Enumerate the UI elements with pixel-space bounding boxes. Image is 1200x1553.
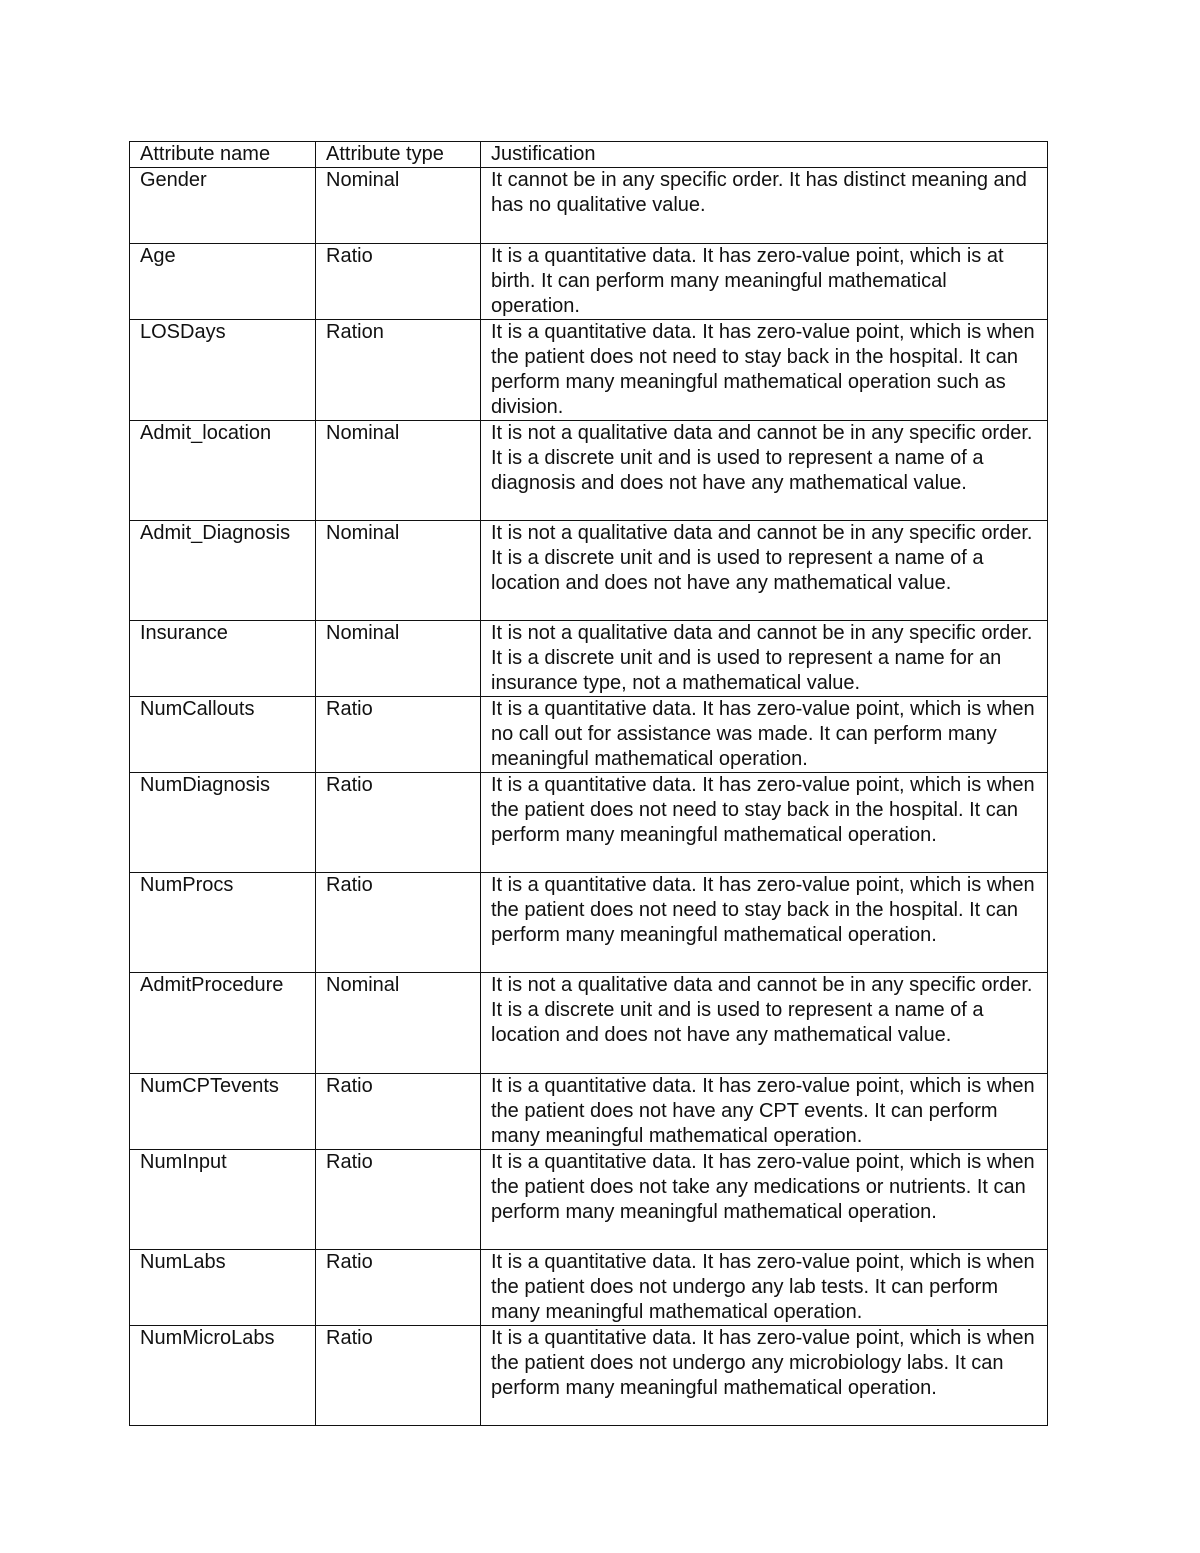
table-row xyxy=(130,421,1048,521)
attribute-name-cell: Admit_Diagnosis xyxy=(130,521,316,621)
justification-cell: It is a quantitative data. It has zero-value point, which is when the patient does not have any CPT events. It can perform many meaningful mathematical operation. xyxy=(481,1074,1048,1150)
attribute-name-cell: Age xyxy=(130,244,316,320)
attribute-type-cell: Ratio xyxy=(316,244,481,320)
attribute-type-cell: Nominal xyxy=(316,621,481,697)
attribute-type-cell: Ratio xyxy=(316,773,481,873)
attribute-name-cell: NumMicroLabs xyxy=(130,1326,316,1426)
table-row xyxy=(130,697,1048,773)
table-row xyxy=(130,244,1048,320)
attribute-name-cell: NumCallouts xyxy=(130,697,316,773)
table-row xyxy=(130,973,1048,1074)
attribute-name-cell: NumDiagnosis xyxy=(130,773,316,873)
header-attribute-name: Attribute name xyxy=(130,142,316,168)
attribute-name-cell: AdmitProcedure xyxy=(130,973,316,1074)
table-row xyxy=(130,1150,1048,1250)
table-row xyxy=(130,320,1048,421)
attribute-name-cell: NumProcs xyxy=(130,873,316,973)
justification-cell: It cannot be in any specific order. It has distinct meaning and has no qualitative value. xyxy=(481,168,1048,244)
attribute-type-cell: Nominal xyxy=(316,421,481,521)
attribute-type-cell: Nominal xyxy=(316,168,481,244)
attribute-table xyxy=(129,141,1048,1426)
table-body xyxy=(130,168,1048,1426)
header-attribute-type: Attribute type xyxy=(316,142,481,168)
header-row xyxy=(130,142,1048,168)
attribute-name-cell: Insurance xyxy=(130,621,316,697)
justification-cell: It is a quantitative data. It has zero-value point, which is when the patient does not need to stay back in the hospital. It can perform many meaningful mathematical operation. xyxy=(481,773,1048,873)
justification-cell: It is a quantitative data. It has zero-value point, which is when the patient does not take any medications or nutrients. It can perform many meaningful mathematical operation. xyxy=(481,1150,1048,1250)
table-row xyxy=(130,521,1048,621)
justification-cell: It is not a qualitative data and cannot be in any specific order. It is a discrete unit and is used to represent a name of a diagnosis and does not have any mathematical value. xyxy=(481,421,1048,521)
justification-cell: It is not a qualitative data and cannot be in any specific order. It is a discrete unit and is used to represent a name of a location and does not have any mathematical value. xyxy=(481,973,1048,1074)
attribute-type-cell: Ratio xyxy=(316,697,481,773)
attribute-type-cell: Ratio xyxy=(316,1074,481,1150)
table-header xyxy=(130,142,1048,168)
attribute-name-cell: NumCPTevents xyxy=(130,1074,316,1150)
attribute-type-cell: Ratio xyxy=(316,1250,481,1326)
attribute-type-cell: Nominal xyxy=(316,973,481,1074)
justification-cell: It is a quantitative data. It has zero-value point, which is when the patient does not undergo any microbiology labs. It can perform many meaningful mathematical operation. xyxy=(481,1326,1048,1426)
table-row xyxy=(130,773,1048,873)
justification-cell: It is a quantitative data. It has zero-value point, which is when the patient does not need to stay back in the hospital. It can perform many meaningful mathematical operation such as division. xyxy=(481,320,1048,421)
attribute-type-cell: Nominal xyxy=(316,521,481,621)
table-row xyxy=(130,1250,1048,1326)
table-row xyxy=(130,168,1048,244)
attribute-name-cell: Admit_location xyxy=(130,421,316,521)
attribute-type-cell: Ration xyxy=(316,320,481,421)
table-row xyxy=(130,621,1048,697)
attribute-name-cell: NumInput xyxy=(130,1150,316,1250)
table-row xyxy=(130,1326,1048,1426)
attribute-name-cell: LOSDays xyxy=(130,320,316,421)
justification-cell: It is a quantitative data. It has zero-value point, which is at birth. It can perform many meaningful mathematical operation. xyxy=(481,244,1048,320)
justification-cell: It is a quantitative data. It has zero-value point, which is when the patient does not undergo any lab tests. It can perform many meaningful mathematical operation. xyxy=(481,1250,1048,1326)
attribute-name-cell: Gender xyxy=(130,168,316,244)
justification-cell: It is not a qualitative data and cannot be in any specific order. It is a discrete unit and is used to represent a name for an insurance type, not a mathematical value. xyxy=(481,621,1048,697)
table-row xyxy=(130,873,1048,973)
header-justification: Justification xyxy=(481,142,1048,168)
table-row xyxy=(130,1074,1048,1150)
attribute-name-cell: NumLabs xyxy=(130,1250,316,1326)
attribute-type-cell: Ratio xyxy=(316,1326,481,1426)
justification-cell: It is not a qualitative data and cannot be in any specific order. It is a discrete unit and is used to represent a name of a location and does not have any mathematical value. xyxy=(481,521,1048,621)
attribute-type-cell: Ratio xyxy=(316,1150,481,1250)
justification-cell: It is a quantitative data. It has zero-value point, which is when no call out for assistance was made. It can perform many meaningful mathematical operation. xyxy=(481,697,1048,773)
justification-cell: It is a quantitative data. It has zero-value point, which is when the patient does not need to stay back in the hospital. It can perform many meaningful mathematical operation. xyxy=(481,873,1048,973)
attribute-type-cell: Ratio xyxy=(316,873,481,973)
